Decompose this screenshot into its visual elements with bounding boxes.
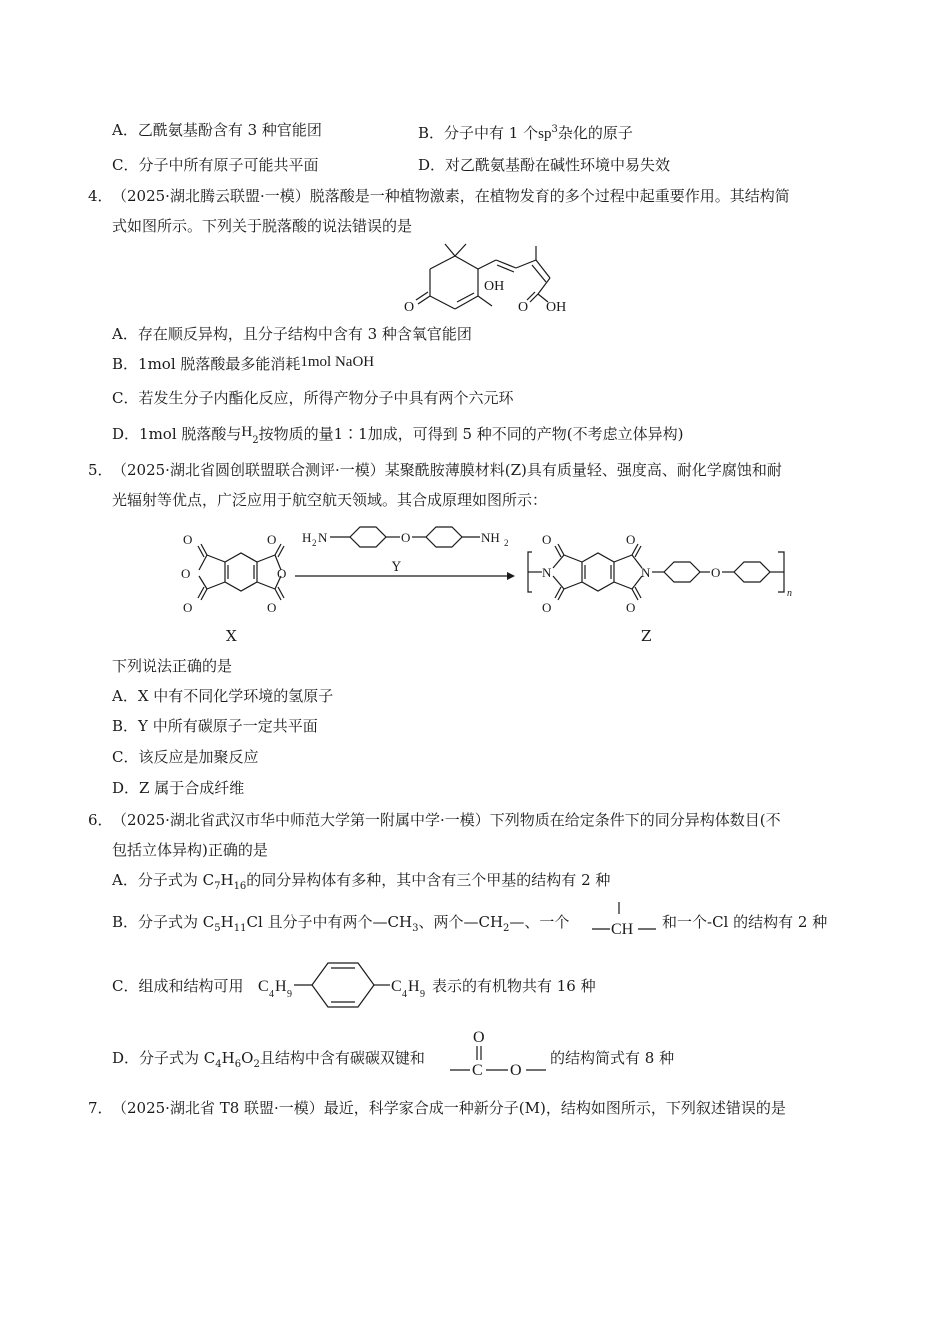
svg-text:2: 2	[312, 538, 317, 548]
svg-text:O: O	[510, 1062, 522, 1079]
svg-text:O: O	[267, 532, 277, 547]
svg-text:O: O	[277, 566, 287, 581]
svg-text:N: N	[641, 565, 651, 580]
q4-option-b: B．1mol 脱落酸最多能消耗1mol NaOH	[112, 354, 375, 373]
compound-x-label: X	[226, 627, 237, 645]
reaction-arrow	[295, 570, 515, 582]
q5-stem-line1: （2025·湖北省圆创联盟联合测评·一模）某聚酰胺薄膜材料(Z)具有质量轻、强度高、耐化学腐蚀和耐	[112, 461, 782, 479]
svg-text:C: C	[472, 1062, 483, 1079]
q3-option-a: A．乙酰氨基酚含有 3 种官能团	[112, 121, 322, 139]
svg-text:n: n	[787, 588, 792, 599]
svg-text:O: O	[267, 600, 277, 615]
q6-number: 6．	[88, 811, 113, 829]
q5-option-b: B．Y 中所有碳原子一定共平面	[112, 717, 318, 735]
q6-option-b: B．分子式为 $C_5H_{11}Cl$ 且分子中有两个$—CH_3$、两个$—CH_2—$、一个	[112, 913, 570, 934]
q5-option-c: C．该反应是加聚反应	[112, 748, 259, 766]
svg-text:N: N	[318, 530, 328, 545]
q3-option-d: D．对乙酰氨基酚在碱性环境中易失效	[418, 156, 671, 174]
q4-option-c: C．若发生分子内酯化反应，所得产物分子中具有两个六元环	[112, 389, 514, 407]
svg-text:C: C	[258, 978, 269, 995]
svg-text:9: 9	[287, 989, 292, 1000]
q5-stem-line2: 光辐射等优点，广泛应用于航空航天领域。其合成原理如图所示：	[112, 491, 548, 509]
svg-text:N: N	[542, 565, 552, 580]
svg-text:2: 2	[504, 538, 509, 548]
svg-text:OH: OH	[546, 300, 567, 315]
svg-text:4: 4	[269, 989, 274, 1000]
q6-stem-line1: （2025·湖北省武汉市华中师范大学第一附属中学·一模）下列物质在给定条件下的同分异构体数目(不	[112, 811, 781, 829]
svg-text:O: O	[711, 565, 721, 580]
q6-option-b-tail: 和一个-Cl 的结构有 2 种	[662, 913, 828, 931]
svg-text:NH: NH	[481, 530, 500, 545]
svg-text:O: O	[518, 300, 529, 315]
q4-number: 4．	[88, 187, 113, 205]
q3-option-c: C．分子中所有原子可能共平面	[112, 156, 319, 174]
q4-option-d: D．1mol 脱落酸与$H_2$按物质的量1∶1加成，可得到 5 种不同的产物(不考虑立体异构)	[112, 424, 684, 446]
reagent-diamine-structure	[300, 524, 520, 564]
compound-x-structure	[175, 530, 295, 640]
q3-option-b: B．分子中有 1 个$sp^3$杂化的原子	[418, 124, 633, 142]
q7-number: 7．	[88, 1099, 113, 1117]
q6-option-a: A．分子式为 $C_7H_{16}$的同分异构体有多种，其中含有三个甲基的结构有 2 种	[112, 871, 611, 892]
q4-stem-line1: （2025·湖北腾云联盟·一模）脱落酸是一种植物激素，在植物发育的多个过程中起重要作用。其结构简	[112, 187, 790, 205]
abscisic-acid-structure	[400, 244, 600, 324]
svg-text:O: O	[401, 530, 411, 545]
svg-text:O: O	[181, 566, 191, 581]
q4-stem-line2: 式如图所示。下列关于脱落酸的说法错误的是	[112, 217, 413, 235]
ch-fragment	[592, 902, 662, 938]
q6-stem-line2: 包括立体异构)正确的是	[112, 841, 268, 859]
svg-text:H: H	[302, 530, 312, 545]
polymer-z-structure	[522, 530, 802, 640]
svg-text:O: O	[542, 600, 552, 615]
q6-option-d-tail: 的结构简式有 8 种	[550, 1049, 675, 1067]
svg-text:O: O	[183, 600, 193, 615]
svg-text:9: 9	[420, 989, 425, 1000]
compound-z-label: Z	[641, 627, 652, 645]
svg-text:H: H	[275, 978, 287, 995]
q5-lead: 下列说法正确的是	[112, 657, 233, 675]
q5-option-d: D．Z 属于合成纤维	[112, 779, 245, 797]
svg-text:O: O	[183, 532, 193, 547]
q4-option-a: A．存在顺反异构，且分子结构中含有 3 种含氧官能团	[112, 325, 472, 343]
svg-text:O: O	[542, 532, 552, 547]
svg-text:C: C	[391, 978, 402, 995]
ester-group	[450, 1028, 550, 1080]
q6-option-c: C．组成和结构可用	[112, 977, 244, 995]
svg-text:O: O	[626, 600, 636, 615]
svg-text:O: O	[473, 1029, 485, 1046]
hydroxyl-label: OH	[484, 279, 505, 294]
q6-option-d: D．分子式为 $C_4H_6O_2$且结构中含有碳碳双键和	[112, 1049, 425, 1070]
q6-option-c-tail: 表示的有机物共有 16 种	[432, 977, 596, 995]
disubstituted-benzene	[256, 958, 446, 1008]
arrow-label: Y	[392, 560, 401, 575]
svg-text:CH: CH	[611, 921, 634, 938]
svg-text:4: 4	[402, 989, 407, 1000]
svg-text:H: H	[408, 978, 420, 995]
svg-text:O: O	[404, 300, 415, 315]
svg-text:O: O	[626, 532, 636, 547]
q7-stem-line1: （2025·湖北省 T8 联盟·一模）最近，科学家合成一种新分子(M)，结构如图所示，下列叙述错误的是	[112, 1099, 786, 1117]
q5-number: 5．	[88, 461, 113, 479]
q5-option-a: A．X 中有不同化学环境的氢原子	[112, 687, 334, 705]
